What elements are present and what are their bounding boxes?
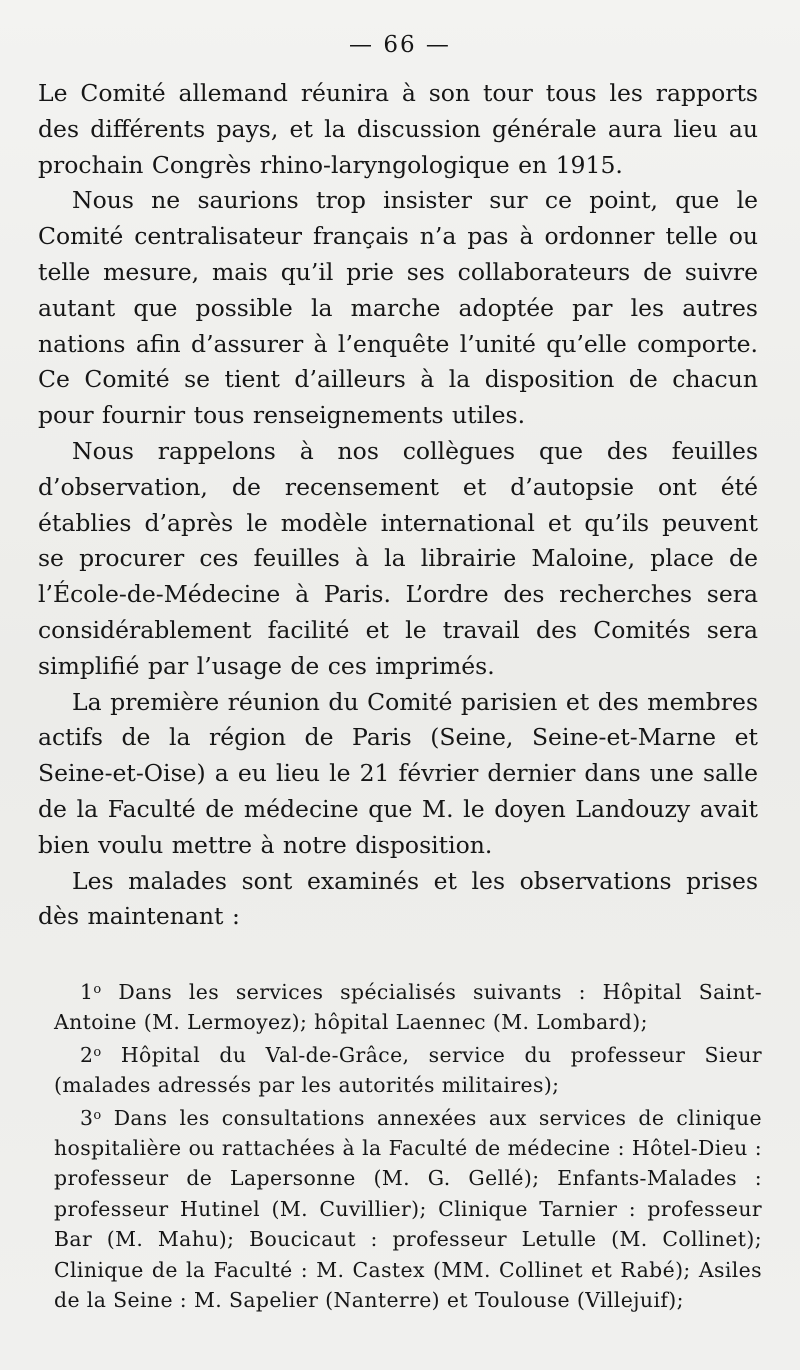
list-item-text: Hôpital du Val-de-Grâce, service du professeur Sieur (malades adressés par les autorités militaires);	[54, 1042, 762, 1098]
locations-list	[54, 975, 762, 1315]
list-item-text: Dans les consultations annexées aux services de clinique hospitalière ou rattachées à la Faculté de médecine : Hôtel-Dieu : professeur de Lapersonne (M. G. Gellé); Enfants-Malades : professeur Hutinel (M. Cuvillier); Clinique Tarnier : professeur Bar (M. Mahu); Boucicaut : professeur Letulle (M. Collinet); Clinique de la Faculté : M. Castex (MM. Collinet et Rabé); Asiles de la Seine : M. Sapelier (Nanterre) et Toulouse (Villejuif);	[54, 1105, 762, 1313]
list-item	[54, 1038, 762, 1101]
list-item	[54, 975, 762, 1038]
list-item-ordinal: o	[93, 1044, 102, 1060]
list-item-number: 3	[80, 1105, 94, 1130]
paragraph: La première réunion du Comité parisien et des membres actifs de la région de Paris (Seine, Seine-et-Marne et Seine-et-Oise) a eu lieu le 21 février dernier dans une salle de la Faculté de médecine que M. le doyen Landouzy avait bien voulu mettre à notre disposition.	[38, 687, 758, 859]
page-number: — 66 —	[349, 32, 451, 58]
paragraph: Nous rappelons à nos collègues que des feuilles d’observation, de recensement et d’autopsie ont été établies d’après le modèle international et qu’ils peuvent se procurer ces feuilles à la librairie Maloine, place de l’École-de-Médecine à Paris. L’ordre des recherches sera considérablement facilité et le travail des Comités sera simplifié par l’usage de ces imprimés.	[38, 436, 758, 680]
list-item-ordinal: o	[93, 1107, 102, 1123]
list-item-text: Dans les services spécialisés suivants : Hôpital Saint-Antoine (M. Lermoyez); hôpital Laennec (M. Lombard);	[54, 980, 762, 1035]
paragraph: Le Comité allemand réunira à son tour tous les rapports des différents pays, et la discussion générale aura lieu au prochain Congrès rhino-laryngologique en 1915.	[38, 79, 758, 179]
paragraph: Nous ne saurions trop insister sur ce point, que le Comité centralisateur français n’a pas à ordonner telle ou telle mesure, mais qu’il prie ses collaborateurs de suivre autant que possible la marche adoptée par les autres nations afin d’assurer à l’enquête l’unité qu’elle comporte. Ce Comité se tient d’ailleurs à la disposition de chacun pour fournir tous renseignements utiles.	[38, 186, 758, 430]
list-item-ordinal: o	[93, 982, 102, 997]
list-item-number: 2	[80, 1042, 94, 1067]
list-item	[54, 1101, 762, 1316]
main-text	[38, 76, 758, 935]
paragraph: Les malades sont examinés et les observations prises dès maintenant :	[38, 866, 758, 931]
list-item-number: 1	[80, 980, 94, 1004]
